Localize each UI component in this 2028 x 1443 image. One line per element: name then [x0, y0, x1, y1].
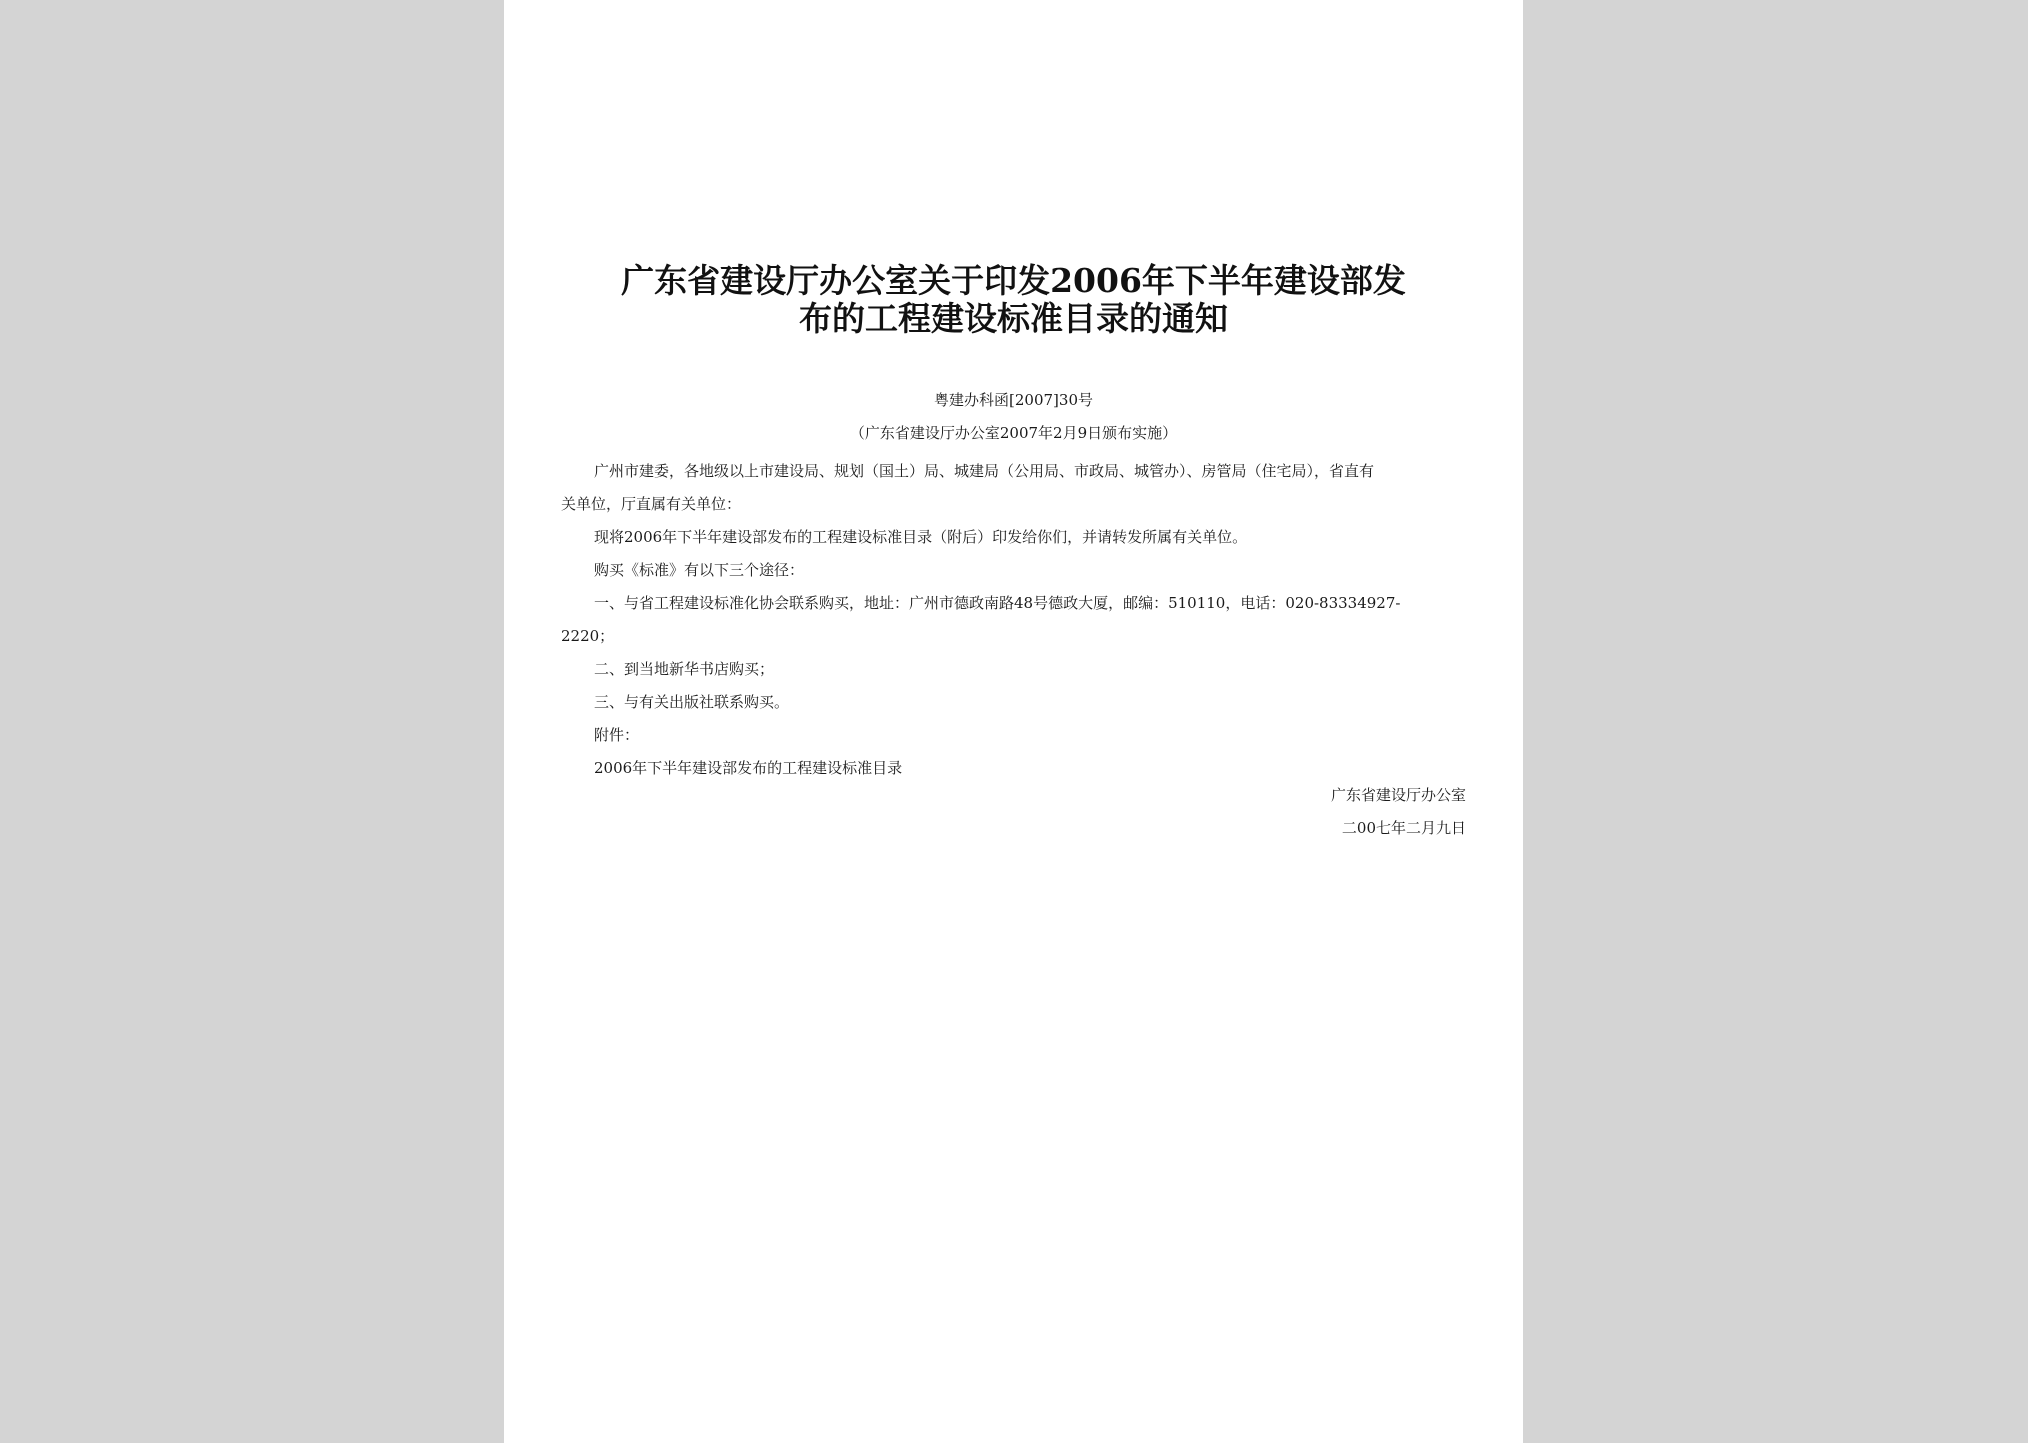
signature-organization: 广东省建设厅办公室: [1330, 786, 1466, 804]
title-line-2: 布的工程建设标准目录的通知: [799, 299, 1228, 338]
attachment-label: 附件：: [594, 726, 640, 744]
addressee-line-1: 广州市建委，各地级以上市建设局、规划（国土）局、城建局（公用局、市政局、城管办）、房管局（住宅局），省直有: [594, 462, 1375, 480]
purchase-way-1-line-1: 一、与省工程建设标准化协会联系购买，地址：广州市德政南路48号德政大厦，邮编：510110，电话：020-83334927-: [594, 594, 1401, 612]
purchase-way-2: 二、到当地新华书店购买；: [594, 660, 775, 678]
purchase-way-1-line-2: 2220；: [561, 627, 615, 645]
document-number: 粤建办科函[2007]30号: [934, 391, 1093, 409]
document-title: [564, 262, 1463, 338]
purchase-paragraph: 购买《标准》有以下三个途径：: [594, 561, 805, 579]
signature-date: 二00七年二月九日: [1341, 819, 1466, 837]
addressee-line-2: 关单位，厅直属有关单位：: [561, 495, 742, 513]
attachment-title: 2006年下半年建设部发布的工程建设标准目录: [594, 759, 903, 777]
document-page: [504, 0, 1523, 1443]
document-body: [561, 455, 1467, 785]
title-line-1: 广东省建设厅办公室关于印发2006年下半年建设部发: [621, 261, 1406, 300]
issued-note: （广东省建设厅办公室2007年2月9日颁布实施）: [849, 424, 1178, 442]
purchase-way-3: 三、与有关出版社联系购买。: [594, 693, 790, 711]
notice-paragraph: 现将2006年下半年建设部发布的工程建设标准目录（附后）印发给你们，并请转发所属有关单位。: [594, 528, 1248, 546]
